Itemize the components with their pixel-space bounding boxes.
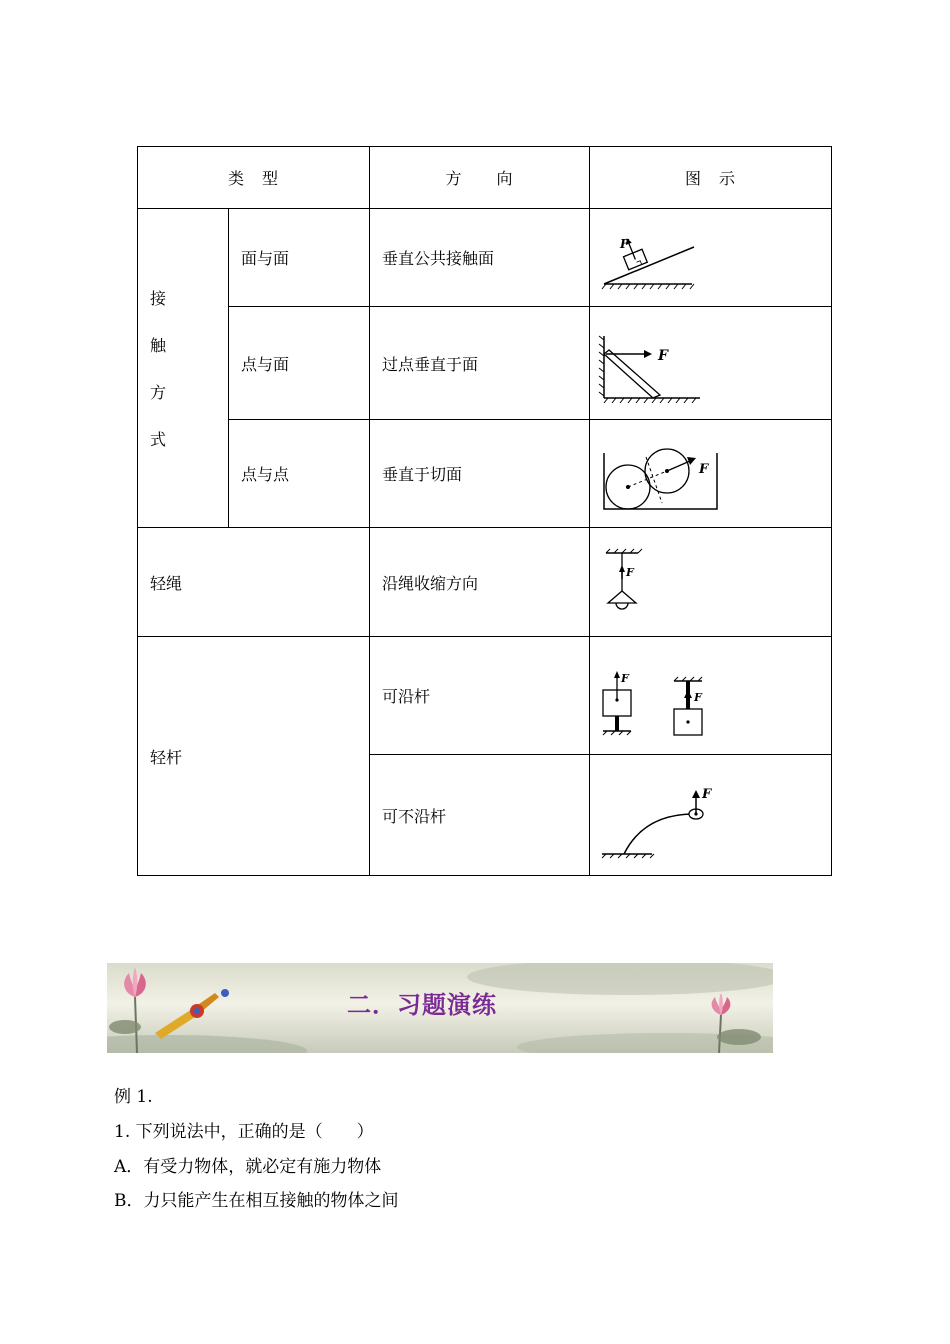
option-a: A．有受力物体，就必定有施力物体 — [114, 1157, 382, 1177]
example-label: 例 1. — [114, 1087, 153, 1107]
header-type: 类 型 — [138, 147, 370, 209]
header-direction: 方 向 — [370, 147, 590, 209]
figure-rod-against-wall — [590, 307, 832, 420]
force-label-left: F — [621, 671, 629, 685]
row-direction-surface-surface: 垂直公共接触面 — [370, 209, 590, 307]
row-type-rope: 轻绳 — [138, 528, 370, 637]
contact-group-label: 接 触 方 式 — [138, 209, 229, 528]
elastic-force-direction-table — [137, 146, 832, 876]
force-label: F — [626, 565, 634, 579]
banner-title: 二．习题演练 — [347, 991, 497, 1019]
force-label: F — [620, 236, 629, 251]
row-direction-rod-along: 可沿杆 — [370, 637, 590, 755]
question-text: 1. 下列说法中，正确的是（ ） — [114, 1122, 374, 1142]
figure-two-balls-in-box — [590, 420, 832, 528]
row-direction-point-surface: 过点垂直于面 — [370, 307, 590, 420]
figure-curved-rod — [590, 755, 832, 876]
header-figure: 图 示 — [590, 147, 832, 209]
section-banner — [107, 963, 773, 1053]
force-label: F — [658, 347, 668, 364]
row-type-surface-surface: 面与面 — [229, 209, 370, 307]
force-label-right: F — [694, 690, 702, 704]
row-type-point-point: 点与点 — [229, 420, 370, 528]
option-b: B．力只能产生在相互接触的物体之间 — [114, 1191, 399, 1211]
figure-incline-block — [590, 209, 832, 307]
figure-hanging-lamp — [590, 528, 832, 637]
row-type-rod: 轻杆 — [138, 637, 370, 876]
row-direction-point-point: 垂直于切面 — [370, 420, 590, 528]
force-label: F — [702, 786, 712, 802]
force-label: F — [699, 461, 709, 477]
row-type-point-surface: 点与面 — [229, 307, 370, 420]
row-direction-rod-not-along: 可不沿杆 — [370, 755, 590, 876]
figure-rod-blocks — [590, 637, 832, 755]
row-direction-rope: 沿绳收缩方向 — [370, 528, 590, 637]
